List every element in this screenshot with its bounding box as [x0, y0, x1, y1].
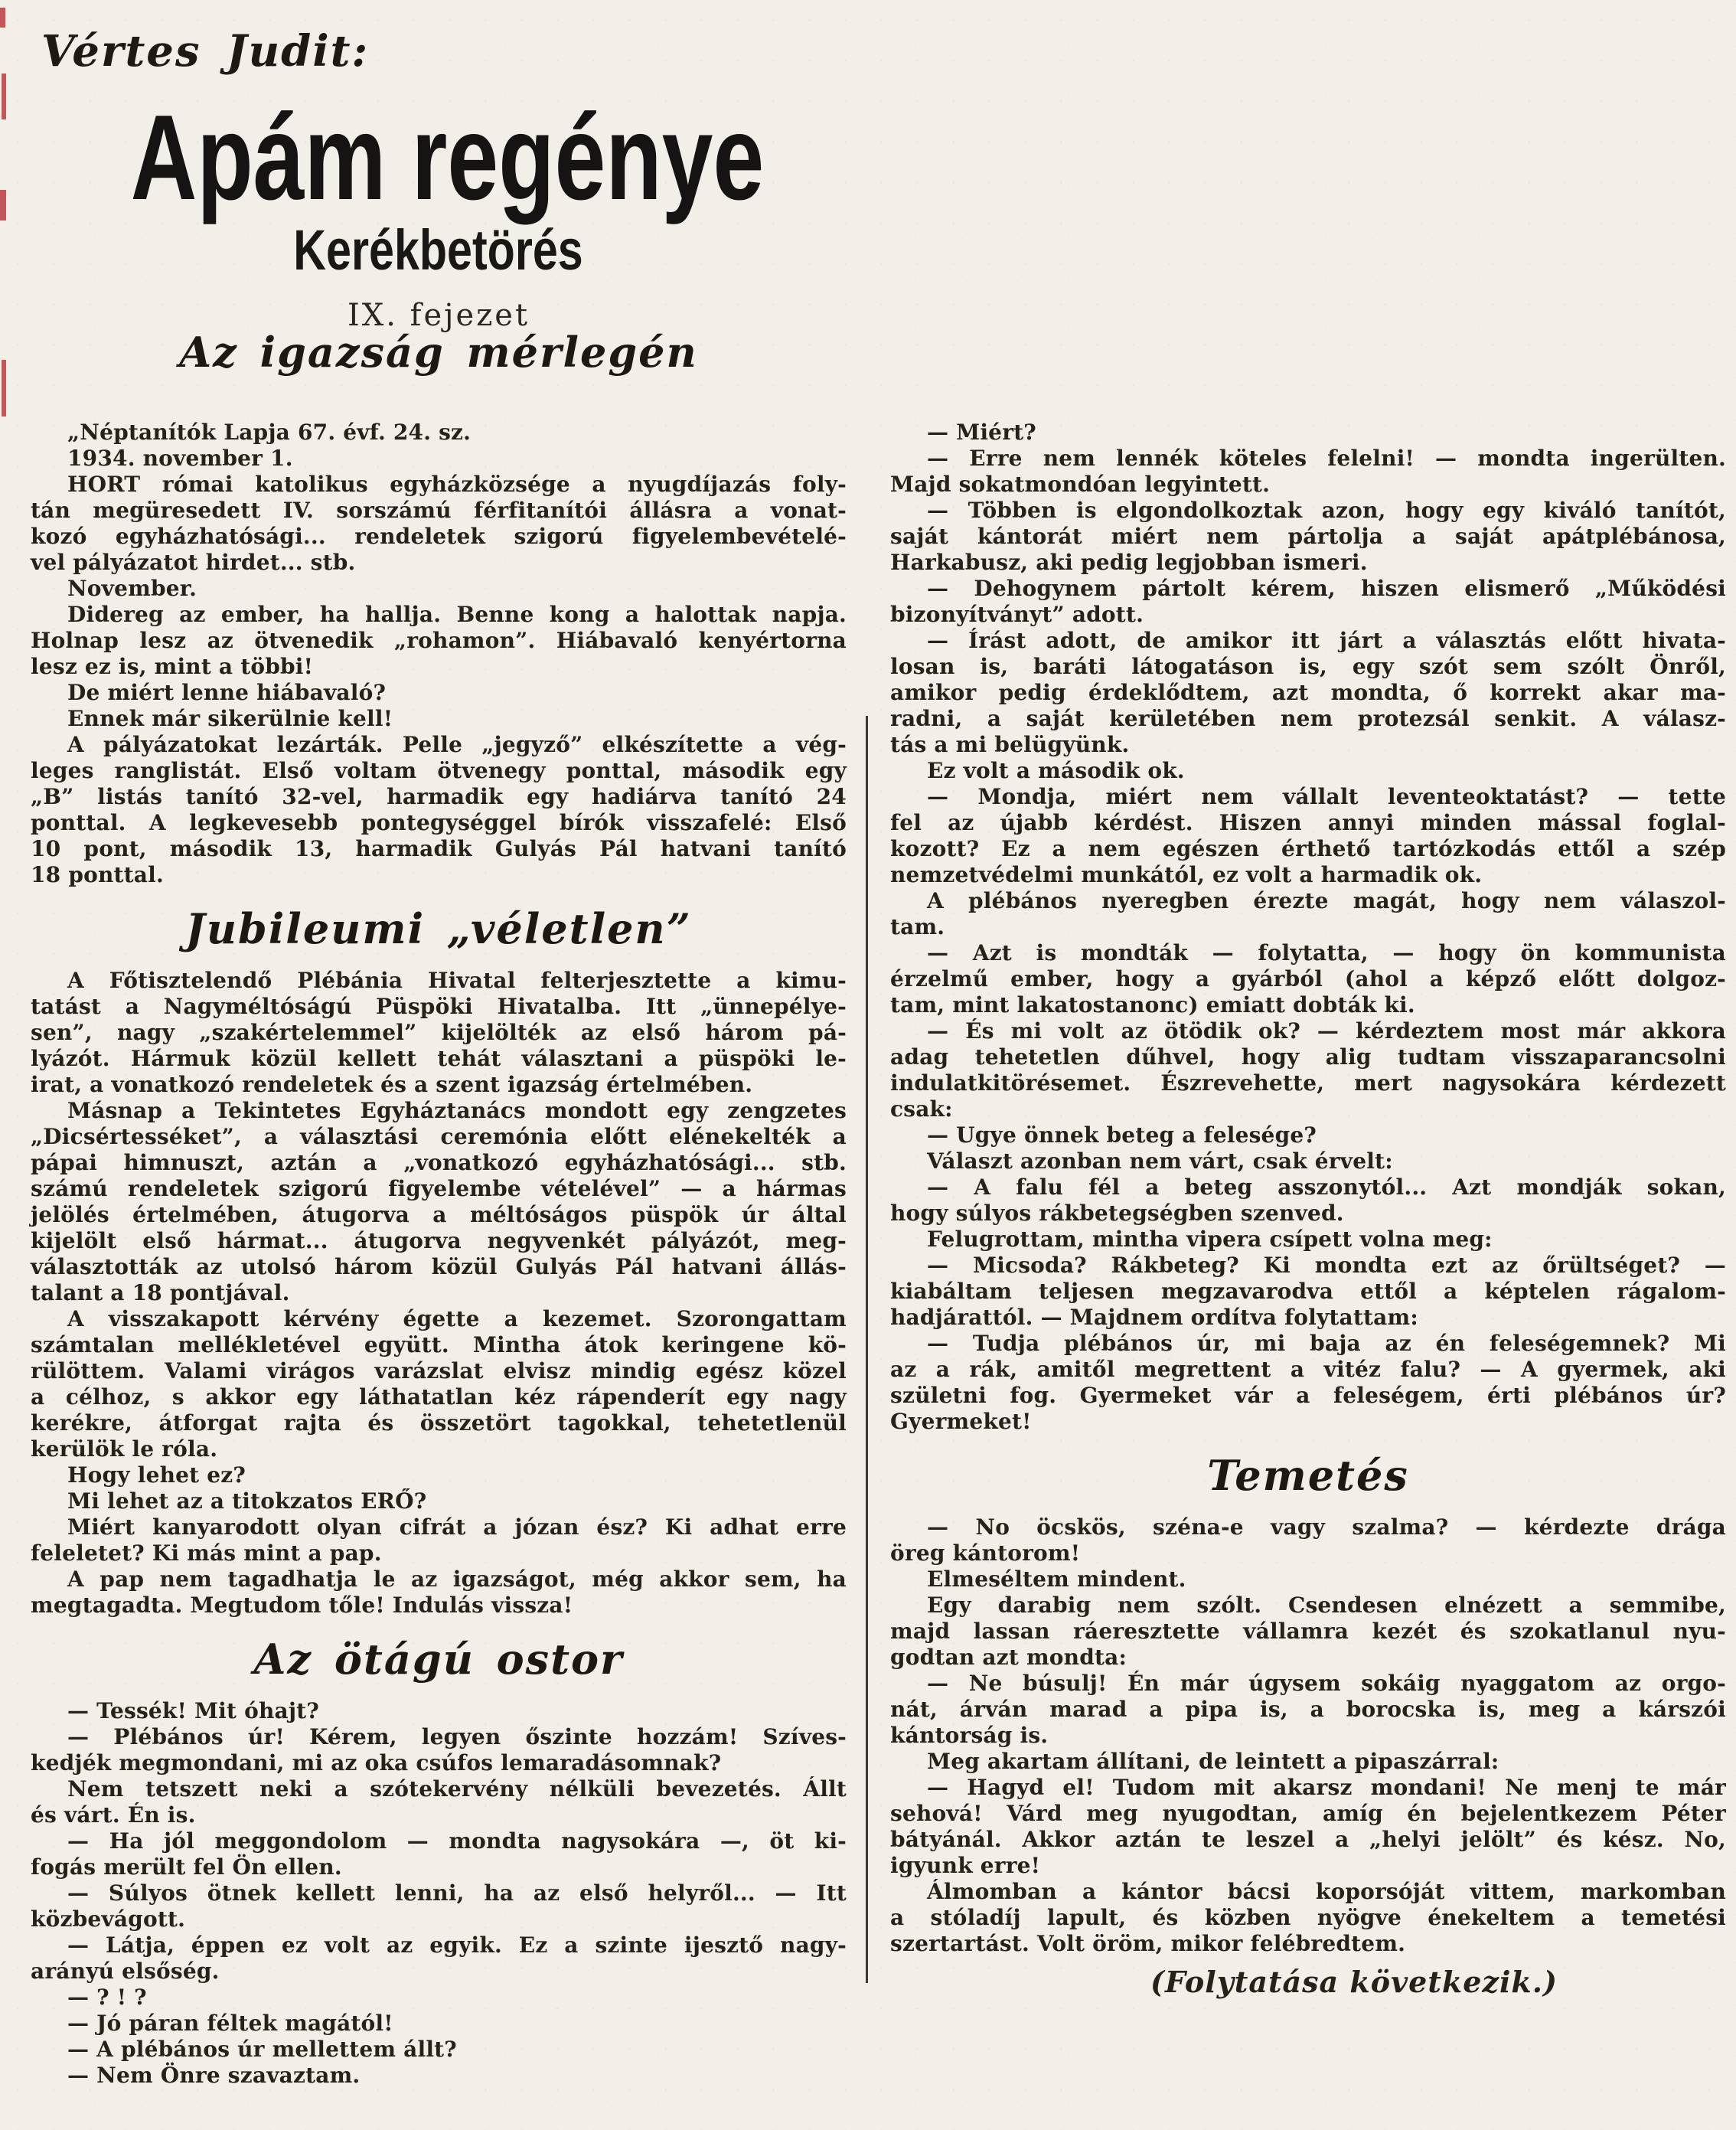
text-line: arányú elsőség.	[31, 1958, 220, 1984]
text-line: Mi lehet az a titokzatos ERŐ?	[67, 1488, 427, 1514]
text-line: A pap nem tagadhatja le az igazságot, még akkor sem, ha	[67, 1566, 847, 1592]
section-heading: Az igazság mérlegén	[179, 328, 698, 377]
text-line: közbevágott.	[31, 1906, 186, 1932]
text-line: — Tudja plébános úr, mi baja az én feleségemnek? Mi	[927, 1331, 1726, 1356]
article-title-wrap	[31, 90, 847, 225]
paragraph	[31, 1985, 847, 2011]
text-line: talant a 18 pontjával.	[31, 1280, 290, 1305]
text-line: Felugrottam, mintha vipera csípett volna meg:	[927, 1227, 1493, 1252]
text-line: fogás merült fel Ön ellen.	[31, 1854, 342, 1880]
text-line: Didereg az ember, ha hallja. Benne kong a halottak napja.	[67, 602, 847, 627]
paragraph	[31, 2063, 847, 2089]
section-heading: Jubileumi „véletlen”	[185, 904, 692, 953]
text-line: csak:	[890, 1096, 953, 1122]
paragraph	[31, 706, 847, 732]
paragraph	[890, 888, 1726, 940]
paragraph	[31, 446, 847, 472]
scan-artifact	[0, 8, 5, 28]
text-line: tán megüresedett IV. sorszámú férfitanítói állásra a vonat-	[31, 498, 847, 523]
text-line: Ez volt a második ok.	[927, 758, 1185, 783]
text-line: irat, a vonatkozó rendeletek és a szent igazság értelmében.	[31, 1072, 753, 1097]
paragraph	[890, 1253, 1726, 1331]
paragraph	[31, 1488, 847, 1514]
text-line: A visszakapott kérvény égette a kezemet. Szorongattam	[67, 1306, 847, 1331]
scan-artifact	[0, 190, 6, 221]
paragraph	[890, 1775, 1726, 1879]
text-line: — Tessék! Mit óhajt?	[67, 1698, 319, 1723]
paragraph	[890, 1879, 1726, 1957]
text-line: nát, árván marad a pipa is, a borocska is, meg a kárszói	[890, 1697, 1726, 1722]
text-line: bizonyítványt” adott.	[890, 602, 1144, 627]
text-line: 1934. november 1.	[67, 446, 293, 471]
text-line: érzelmű ember, hogy a gyárból (ahol a képző előtt dolgoz-	[890, 966, 1726, 991]
text-line: „Néptanítók Lapja 67. évf. 24. sz.	[67, 420, 472, 445]
article-header	[31, 28, 847, 332]
paragraph	[890, 1227, 1726, 1253]
text-line: A plébános nyeregben érezte magát, hogy nem válaszol-	[927, 888, 1726, 913]
text-line: választották az utolsó három közül Gulyás Pál hatvani állás-	[31, 1254, 847, 1279]
scan-artifact	[2, 74, 6, 119]
text-line: majd lassan ráeresztette vállamra kezét és szokatlanul nyu-	[890, 1619, 1726, 1644]
text-line: losan is, baráti látogatáson is, egy szót sem szólt Önről,	[890, 654, 1726, 679]
text-line: hadjárattól. — Majdnem ordítva folytattam:	[890, 1305, 1418, 1330]
author-byline: Vértes Judit:	[41, 26, 370, 77]
paragraph	[31, 1698, 847, 1724]
text-line: rülöttem. Valami virágos varázslat elvisz mindig egész közel	[31, 1358, 847, 1384]
paragraph	[890, 1148, 1726, 1174]
text-line: — Jó páran féltek magától!	[67, 2011, 393, 2036]
paragraph	[31, 1776, 847, 1828]
text-line: nemzetvédelmi munkától, ez volt a harmadik ok.	[890, 862, 1483, 887]
text-line: feleletet? Ki más mint a pap.	[31, 1540, 382, 1566]
paragraph	[890, 446, 1726, 498]
text-line: — Súlyos ötnek kellett lenni, ha az első helyről... — Itt	[67, 1880, 847, 1906]
text-line: Gyermeket!	[890, 1409, 1032, 1434]
text-line: tatást a Nagyméltóságú Püspöki Hivatalba. Itt „ünnepélye-	[31, 994, 847, 1019]
text-line: De miért lenne hiábavaló?	[67, 680, 387, 705]
text-line: — Erre nem lennék köteles felelni! — mondta ingerülten.	[927, 446, 1726, 471]
text-line: a célhoz, s akkor egy láthatatlan kéz rápenderít egy nagy	[31, 1384, 847, 1410]
text-line: — Többen is elgondolkoztak azon, hogy egy kiváló tanítót,	[927, 498, 1726, 523]
text-line: számtalan mellékletével együtt. Mintha átok keringene kö-	[31, 1332, 847, 1357]
paragraph	[31, 1566, 847, 1619]
text-line: az a rák, amitől megrettent a vitéz falu? — A gyermek, aki	[890, 1357, 1726, 1382]
text-line: leges ranglistát. Első voltam ötvenegy ponttal, második egy	[31, 758, 847, 783]
text-line: — Micsoda? Rákbeteg? Ki mondta ezt az őrültséget? —	[927, 1253, 1726, 1278]
text-line: adag tehetetlen dűhvel, hogy alig tudtam visszaparancsolni	[890, 1044, 1726, 1070]
text-line: amikor pedig érdeklődtem, azt mondta, ő korrekt akar ma-	[890, 680, 1726, 705]
paragraph	[890, 940, 1726, 1018]
text-line: kerülök le róla.	[31, 1436, 218, 1462]
paragraph	[31, 576, 847, 602]
continuation-note: (Folytatása következik.)	[1150, 1965, 1558, 1999]
text-line: Választ azonban nem várt, csak érvelt:	[927, 1148, 1393, 1174]
text-line: „B” listás tanító 32-vel, harmadik egy hadiárva tanító 24	[31, 784, 847, 809]
text-line: — No öcskös, széna-e vagy szalma? — kérdezte drága	[927, 1514, 1726, 1540]
text-line: — Dehogynem pártolt kérem, hiszen elismerő „Működési	[927, 576, 1726, 601]
text-line: — Ugye önnek beteg a felesége?	[927, 1122, 1317, 1148]
text-line: Másnap a Tekintetes Egyháztanács mondott egy zengzetes	[67, 1098, 847, 1123]
text-line: — Írást adott, de amikor itt járt a választás előtt hivata-	[927, 628, 1726, 653]
paragraph	[31, 1306, 847, 1462]
text-line: — Miért?	[927, 420, 1036, 445]
text-line: a stóladíj lapult, és közben nyögve énekeltem a temetési	[890, 1905, 1726, 1930]
text-line: és várt. Én is.	[31, 1802, 196, 1828]
text-line: tás a mi belügyünk.	[890, 732, 1130, 757]
text-line: lesz ez is, mint a többi!	[31, 654, 314, 679]
text-line: sehová! Várd meg nyugodtan, amíg én bejelentkezem Péter	[890, 1801, 1726, 1826]
paragraph	[890, 576, 1726, 628]
paragraph	[31, 1514, 847, 1566]
text-line: hogy súlyos rákbetegségben szenved.	[890, 1201, 1344, 1226]
text-line: November.	[67, 576, 197, 601]
paragraph	[890, 628, 1726, 758]
text-line: kántorság is.	[890, 1723, 1049, 1748]
paragraph	[31, 602, 847, 680]
text-line: HORT római katolikus egyházközsége a nyugdíjazás foly-	[67, 472, 847, 497]
paragraph	[890, 1566, 1726, 1593]
paragraph	[890, 1749, 1726, 1775]
text-line: pápai himnuszt, aztán a „vonatkozó egyházhatósági... stb.	[31, 1150, 847, 1175]
text-line: lyázót. Hármuk közül kellett tehát választani a püspöki le-	[31, 1046, 847, 1071]
text-line: Álmomban a kántor bácsi koporsóját vittem, markomban	[927, 1879, 1726, 1904]
paragraph	[890, 1018, 1726, 1122]
section-heading: Az ötágú ostor	[253, 1635, 624, 1684]
paragraph	[890, 784, 1726, 888]
paragraph	[890, 1122, 1726, 1148]
text-line: — ? ! ?	[67, 1985, 147, 2010]
text-line: öreg kántorom!	[890, 1540, 1081, 1566]
left-column	[31, 328, 847, 2089]
paragraph	[890, 1514, 1726, 1566]
scan-artifact	[2, 360, 6, 417]
text-line: — A plébános úr mellettem állt?	[67, 2037, 457, 2062]
text-line: tam.	[890, 914, 945, 939]
text-line: Hogy lehet ez?	[67, 1462, 246, 1488]
column-divider-rule	[866, 716, 868, 1983]
text-line: — Ne búsulj! Én már úgysem sokáig nyaggatom az orgo-	[927, 1671, 1726, 1696]
article-title: Apám regénye	[130, 90, 765, 225]
text-line: — Plébános úr! Kérem, legyen őszinte hozzám! Szíves-	[67, 1724, 847, 1749]
text-line: — Mondja, miért nem vállalt leventeoktatást? — tette	[927, 784, 1726, 809]
paragraph	[890, 1671, 1726, 1749]
text-line: — Nem Önre szavaztam.	[67, 2063, 361, 2088]
paragraph	[31, 732, 847, 888]
paragraph	[31, 1462, 847, 1488]
text-line: Harkabusz, aki pedig legjobban ismeri.	[890, 550, 1368, 575]
paragraph	[31, 2011, 847, 2037]
text-line: ponttal. A legkevesebb pontegységgel bírók visszafelé: Első	[31, 810, 847, 835]
paragraph	[31, 968, 847, 1098]
paragraph	[31, 1828, 847, 1880]
text-line: kedjék megmondani, mi az oka csúfos lemaradásomnak?	[31, 1750, 722, 1776]
text-line: indulatkitörésemet. Észrevehette, mert nagysokára kérdezett	[890, 1070, 1726, 1096]
text-line: Egy darabig nem szólt. Csendesen elnézett a semmibe,	[927, 1593, 1726, 1618]
paragraph	[890, 1331, 1726, 1435]
paragraph	[31, 1880, 847, 1932]
text-line: A Főtisztelendő Plébánia Hivatal felterjesztette a kimu-	[67, 968, 847, 993]
text-line: Meg akartam állítani, de leintett a pipaszárral:	[927, 1749, 1499, 1774]
text-line: tam, mint lakatostanonc) emiatt dobták ki.	[890, 992, 1415, 1018]
paragraph	[31, 420, 847, 446]
right-column	[890, 420, 1726, 2000]
text-line: vel pályázatot hirdet... stb.	[31, 550, 356, 575]
text-line: kozott? Ez a nem egészen érthető tartózkodás ettől a szép	[890, 836, 1726, 861]
text-line: kerékre, átforgat rajta és összetört tagokkal, tehetetlenül	[31, 1410, 847, 1436]
text-line: Nem tetszett neki a szótekervény nélküli bevezetés. Állt	[67, 1776, 847, 1802]
text-line: bátyánál. Akkor aztán te leszel a „helyi jelölt” és kész. No,	[890, 1827, 1726, 1852]
text-line: Ennek már sikerülnie kell!	[67, 706, 393, 731]
text-line: jelölés értelmében, átugorva a méltóságos püspök úr által	[31, 1202, 847, 1227]
text-line: fel az újabb kérdést. Hiszen annyi minden mással foglal-	[890, 810, 1726, 835]
paragraph	[31, 1724, 847, 1776]
text-line: sen”, nagy „szakértelemmel” kijelölték az első három pá-	[31, 1020, 847, 1045]
text-line: — A falu fél a beteg asszonytól... Azt mondják sokan,	[927, 1174, 1726, 1200]
text-line: godtan azt mondta:	[890, 1645, 1127, 1670]
text-line: „Dicsértesséket”, a választási ceremónia előtt elénekelték a	[31, 1124, 847, 1149]
text-line: A pályázatokat lezárták. Pelle „jegyző” elkészítette a vég-	[67, 732, 847, 757]
chapter-label: IX. fejezet	[347, 298, 530, 333]
text-line: — Azt is mondták — folytatta, — hogy ön kommunista	[927, 940, 1726, 965]
text-line: kiabáltam teljesen megzavarodva ettől a képtelen rágalom-	[890, 1279, 1726, 1304]
article-subtitle: Kerékbetörés	[293, 218, 584, 282]
paragraph	[890, 420, 1726, 446]
paragraph	[31, 1932, 847, 1985]
text-line: igyunk erre!	[890, 1853, 1041, 1878]
text-line: születni fog. Gyermeket vár a feleségem, érti plébános úr?	[890, 1383, 1726, 1408]
paragraph	[31, 472, 847, 576]
paragraph	[31, 680, 847, 706]
paragraph	[890, 498, 1726, 576]
text-line: radni, a saját kerületében nem protezsál senkit. A válasz-	[890, 706, 1726, 731]
text-line: számú rendeletek szigorú figyelembe vételével” — a hármas	[31, 1176, 847, 1201]
paragraph	[31, 2037, 847, 2063]
paragraph	[890, 1174, 1726, 1227]
article-subtitle-wrap	[31, 218, 847, 282]
text-line: Elmeséltem mindent.	[927, 1566, 1186, 1592]
text-line: kijelölt első hármat... átugorva negyvenkét pályázót, meg-	[31, 1228, 847, 1253]
text-line: 18 ponttal.	[31, 862, 164, 887]
text-line: — Hagyd el! Tudom mit akarsz mondani! Ne menj te már	[927, 1775, 1726, 1800]
text-line: 10 pont, második 13, harmadik Gulyás Pál hatvani tanító	[31, 836, 847, 861]
text-line: — Látja, éppen ez volt az egyik. Ez a szinte ijesztő nagy-	[67, 1932, 847, 1958]
text-line: Holnap lesz az ötvenedik „rohamon”. Hiábavaló kenyértorna	[31, 628, 847, 653]
paragraph	[890, 758, 1726, 784]
text-line: kozó egyházhatósági... rendeletek szigorú figyelembevételé-	[31, 524, 847, 549]
text-line: Majd sokatmondóan legyintett.	[890, 472, 1271, 497]
text-line: — És mi volt az ötödik ok? — kérdeztem most már akkora	[927, 1018, 1726, 1044]
text-line: — Ha jól meggondolom — mondta nagysokára —, öt ki-	[67, 1828, 847, 1854]
text-line: Miért kanyarodott olyan cifrát a józan ész? Ki adhat erre	[67, 1514, 847, 1540]
paragraph	[31, 1098, 847, 1306]
section-heading: Temetés	[1207, 1451, 1409, 1500]
paragraph	[890, 1593, 1726, 1671]
text-line: szertartást. Volt öröm, mikor felébredtem.	[890, 1931, 1406, 1956]
text-line: saját kántorát miért nem pártolja a saját apátplébánosa,	[890, 524, 1726, 549]
text-line: megtagadta. Megtudom tőle! Indulás vissza!	[31, 1593, 573, 1618]
